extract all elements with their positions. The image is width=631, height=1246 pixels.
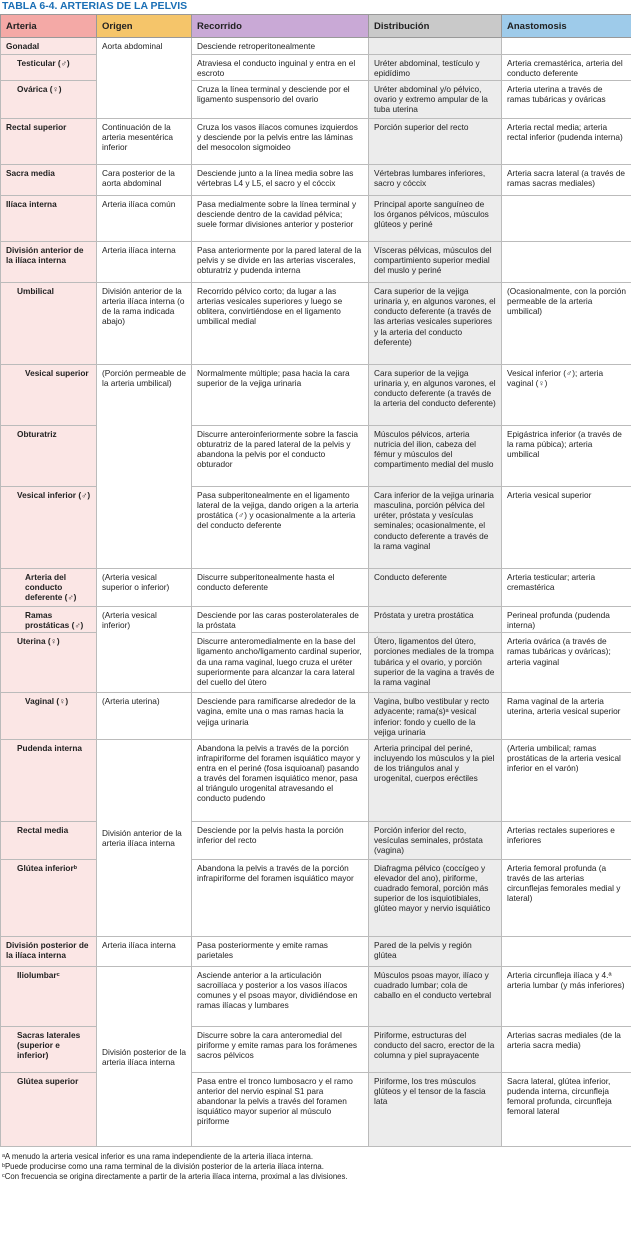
- cell-anastomosis: Perineal profunda (pudenda interna): [502, 607, 631, 633]
- cell-recorrido: Atraviesa el conducto inguinal y entra en el escroto: [192, 55, 369, 81]
- cell-distribucion: Piriforme, los tres músculos glúteos y el tensor de la fascia lata: [369, 1072, 502, 1146]
- cell-arteria: Rectal superior: [1, 119, 97, 165]
- cell-distribucion: Uréter abdominal, testículo y epidídimo: [369, 55, 502, 81]
- cell-anastomosis: [502, 196, 631, 242]
- header-row: [1, 15, 631, 38]
- cell-distribucion: Piriforme, estructuras del conducto del sacro, erector de la columna y piel suprayacente: [369, 1026, 502, 1072]
- cell-anastomosis: [502, 242, 631, 283]
- cell-arteria: Umbilical: [1, 283, 97, 365]
- table-row: [1, 119, 631, 165]
- cell-anastomosis: (Arteria umbilical; ramas prostáticas de la arteria vesical inferior en el varón): [502, 739, 631, 821]
- cell-recorrido: Discurre anteromedialmente en la base del ligamento ancho/ligamento cardinal superior, da una rama vaginal, luego cruza el uréter superiormente para alcanzar la cara lateral del cuello del útero: [192, 633, 369, 693]
- cell-anastomosis: Arteria sacra lateral (a través de ramas sacras mediales): [502, 165, 631, 196]
- table-row: [1, 38, 631, 55]
- header-anastomosis: Anastomosis: [502, 15, 631, 38]
- table-row: [1, 365, 631, 426]
- cell-recorrido: Desciende retroperitonealmente: [192, 38, 369, 55]
- cell-recorrido: Pasa posteriormente y emite ramas parietales: [192, 936, 369, 966]
- table-row: [1, 569, 631, 607]
- cell-arteria: Ilíaca interna: [1, 196, 97, 242]
- cell-distribucion: Músculos pélvicos, arteria nutricia del ilion, cabeza del fémur y músculos del compartimento medial del muslo: [369, 426, 502, 487]
- cell-recorrido: Abandona la pelvis a través de la porción infrapiriforme del foramen isquiático mayor y entra en el periné (fosa isquioanal) pasando a través del foramen isquiático menor, pasa al triángulo urogenital atravesando el conducto pudendo: [192, 739, 369, 821]
- table-row: [1, 196, 631, 242]
- cell-origen: Arteria ilíaca interna: [97, 936, 192, 966]
- cell-origen: División anterior de la arteria ilíaca interna: [97, 739, 192, 936]
- cell-arteria: Pudenda interna: [1, 739, 97, 821]
- cell-anastomosis: Arteria ovárica (a través de ramas tubáricas y ováricas); arteria vaginal: [502, 633, 631, 693]
- cell-distribucion: Vísceras pélvicas, músculos del compartimiento superior medial del muslo y periné: [369, 242, 502, 283]
- cell-arteria: Vaginal (♀): [1, 693, 97, 739]
- cell-distribucion: Porción inferior del recto, vesículas seminales, próstata (vagina): [369, 821, 502, 859]
- header-distribucion: Distribución: [369, 15, 502, 38]
- table-row: [1, 55, 631, 81]
- cell-arteria: Vesical inferior (♂): [1, 487, 97, 569]
- cell-arteria: Sacra media: [1, 165, 97, 196]
- header-arteria: Arteria: [1, 15, 97, 38]
- cell-recorrido: Pasa anteriormente por la pared lateral de la pelvis y se divide en las arterias viscerales, obturatriz y pudenda interna: [192, 242, 369, 283]
- cell-anastomosis: Arteria uterina a través de ramas tubáricas y ováricas: [502, 81, 631, 119]
- cell-anastomosis: Arteria testicular; arteria cremastérica: [502, 569, 631, 607]
- cell-arteria: Arteria del conducto deferente (♂): [1, 569, 97, 607]
- cell-arteria: Glútea inferiorᵇ: [1, 859, 97, 936]
- cell-distribucion: Músculos psoas mayor, ilíaco y cuadrado lumbar; cola de caballo en el conducto vertebral: [369, 966, 502, 1026]
- cell-origen: Arteria ilíaca común: [97, 196, 192, 242]
- footnote: ᵇPuede producirse como una rama terminal de la división posterior de la arteria ilíaca interna.: [2, 1161, 324, 1171]
- cell-arteria: Gonadal: [1, 38, 97, 55]
- cell-recorrido: Pasa medialmente sobre la línea terminal y desciende dentro de la cavidad pélvica; suele formar divisiones anterior y posterior: [192, 196, 369, 242]
- table-row: [1, 966, 631, 1026]
- cell-arteria: Testicular (♂): [1, 55, 97, 81]
- table-row: [1, 426, 631, 487]
- table-row: [1, 283, 631, 365]
- cell-recorrido: Recorrido pélvico corto; da lugar a las arterias vesicales superiores y luego se oblitera, convirtiéndose en el ligamento umbilical medial: [192, 283, 369, 365]
- cell-anastomosis: Sacra lateral, glútea inferior, pudenda interna, circunfleja femoral profunda, circunfleja femoral lateral: [502, 1072, 631, 1146]
- cell-arteria: Vesical superior: [1, 365, 97, 426]
- cell-recorrido: Desciende junto a la línea media sobre las vértebras L4 y L5, el sacro y el cóccix: [192, 165, 369, 196]
- cell-distribucion: Porción superior del recto: [369, 119, 502, 165]
- cell-anastomosis: [502, 38, 631, 55]
- cell-anastomosis: Arteria circunfleja ilíaca y 4.ª arteria lumbar (y más inferiores): [502, 966, 631, 1026]
- cell-origen: (Arteria vesical superior o inferior): [97, 569, 192, 607]
- header-origen: Origen: [97, 15, 192, 38]
- cell-origen: Arteria ilíaca interna: [97, 242, 192, 283]
- cell-recorrido: Discurre anteroinferiormente sobre la fascia obturatriz de la pared lateral de la pelvis y abandona la pelvis por el conducto obturador: [192, 426, 369, 487]
- cell-anastomosis: Rama vaginal de la arteria uterina, arteria vesical superior: [502, 693, 631, 739]
- table-row: [1, 739, 631, 821]
- table-row: [1, 633, 631, 693]
- cell-recorrido: Normalmente múltiple; pasa hacia la cara superior de la vejiga urinaria: [192, 365, 369, 426]
- table-row: [1, 821, 631, 859]
- cell-anastomosis: Vesical inferior (♂); arteria vaginal (♀): [502, 365, 631, 426]
- cell-recorrido: Cruza los vasos ilíacos comunes izquierdos y desciende por la pelvis entre las láminas del mesocolon sigmoideo: [192, 119, 369, 165]
- cell-distribucion: Vértebras lumbares inferiores, sacro y cóccix: [369, 165, 502, 196]
- cell-recorrido: Pasa entre el tronco lumbosacro y el ramo anterior del nervio espinal S1 para abandonar la pelvis a través del foramen isquiático mayor superior al músculo piriforme: [192, 1072, 369, 1146]
- cell-recorrido: Desciende por las caras posterolaterales de la próstata: [192, 607, 369, 633]
- table-row: [1, 936, 631, 966]
- cell-arteria: Iliolumbarᶜ: [1, 966, 97, 1026]
- table-row: [1, 607, 631, 633]
- cell-arteria: División posterior de la ilíaca interna: [1, 936, 97, 966]
- cell-origen: (Arteria vesical inferior): [97, 607, 192, 693]
- cell-origen: Cara posterior de la aorta abdominal: [97, 165, 192, 196]
- cell-anastomosis: Arteria vesical superior: [502, 487, 631, 569]
- cell-distribucion: Próstata y uretra prostática: [369, 607, 502, 633]
- cell-distribucion: Pared de la pelvis y región glútea: [369, 936, 502, 966]
- cell-recorrido: Discurre subperitonealmente hasta el conducto deferente: [192, 569, 369, 607]
- cell-anastomosis: (Ocasionalmente, con la porción permeable de la arteria umbilical): [502, 283, 631, 365]
- cell-arteria: Uterina (♀): [1, 633, 97, 693]
- cell-origen: Aorta abdominal: [97, 38, 192, 119]
- cell-distribucion: Uréter abdominal y/o pélvico, ovario y extremo ampular de la tuba uterina: [369, 81, 502, 119]
- arteries-table: [0, 14, 631, 1147]
- cell-anastomosis: Arteria cremastérica, arteria del conducto deferente: [502, 55, 631, 81]
- cell-distribucion: Cara superior de la vejiga urinaria y, en algunos varones, el conducto deferente (a través de las arterias vesicales superiores y la arteria del conducto deferente): [369, 283, 502, 365]
- cell-anastomosis: Epigástrica inferior (a través de la rama púbica); arteria umbilical: [502, 426, 631, 487]
- cell-origen: Continuación de la arteria mesentérica inferior: [97, 119, 192, 165]
- table-row: [1, 859, 631, 936]
- cell-anastomosis: Arterias rectales superiores e inferiores: [502, 821, 631, 859]
- footnote: ᵃA menudo la arteria vesical inferior es una rama independiente de la arteria ilíaca interna.: [2, 1151, 314, 1161]
- cell-recorrido: Asciende anterior a la articulación sacroilíaca y posterior a los vasos ilíacos comunes y el psoas mayor, dividiéndose en ramas ilíacas y lumbares: [192, 966, 369, 1026]
- cell-distribucion: Cara inferior de la vejiga urinaria masculina, porción pélvica del uréter, próstata y vesículas seminales; ocasionalmente, el conducto deferente a través de la rama vaginal: [369, 487, 502, 569]
- cell-arteria: Ovárica (♀): [1, 81, 97, 119]
- table-row: [1, 1026, 631, 1072]
- cell-distribucion: Vagina, bulbo vestibular y recto adyacente; rama(s)ᵃ vesical inferior: fondo y cuello de la vejiga urinaria: [369, 693, 502, 739]
- cell-distribucion: Diafragma pélvico (coccígeo y elevador del ano), piriforme, cuadrado femoral, porción más superior de los isquiotibiales, glúteo mayor y nervio isquiático: [369, 859, 502, 936]
- table-row: [1, 242, 631, 283]
- table-row: [1, 165, 631, 196]
- cell-recorrido: Abandona la pelvis a través de la porción infrapiriforme del foramen isquiático mayor: [192, 859, 369, 936]
- table-row: [1, 487, 631, 569]
- cell-anastomosis: Arteria femoral profunda (a través de las arterias circunflejas femorales medial y lateral): [502, 859, 631, 936]
- cell-recorrido: Desciende por la pelvis hasta la porción inferior del recto: [192, 821, 369, 859]
- table-title: TABLA 6-4. ARTERIAS DE LA PELVIS: [2, 0, 188, 12]
- cell-recorrido: Pasa subperitonealmente en el ligamento lateral de la vejiga, dando origen a la arteria prostática (♂) y ocasionalmente a la arteria del conducto deferente: [192, 487, 369, 569]
- cell-arteria: Rectal media: [1, 821, 97, 859]
- cell-origen: (Arteria uterina): [97, 693, 192, 739]
- cell-origen: División posterior de la arteria ilíaca interna: [97, 966, 192, 1146]
- cell-recorrido: Cruza la línea terminal y desciende por el ligamento suspensorio del ovario: [192, 81, 369, 119]
- footnotes: [0, 1147, 631, 1182]
- cell-recorrido: Desciende para ramificarse alrededor de la vagina, emite una o mas ramas hacia la vejiga urinaria: [192, 693, 369, 739]
- table-row: [1, 1072, 631, 1146]
- header-recorrido: Recorrido: [192, 15, 369, 38]
- cell-distribucion: Cara superior de la vejiga urinaria y, en algunos varones, el conducto deferente (a través de la arteria del conducto deferente): [369, 365, 502, 426]
- cell-arteria: Obturatriz: [1, 426, 97, 487]
- table-row: [1, 693, 631, 739]
- table-row: [1, 81, 631, 119]
- cell-arteria: División anterior de la ilíaca interna: [1, 242, 97, 283]
- cell-distribucion: Conducto deferente: [369, 569, 502, 607]
- cell-arteria: Ramas prostáticas (♂): [1, 607, 97, 633]
- cell-anastomosis: [502, 936, 631, 966]
- cell-distribucion: [369, 38, 502, 55]
- cell-anastomosis: Arterias sacras mediales (de la arteria sacra media): [502, 1026, 631, 1072]
- cell-arteria: Glútea superior: [1, 1072, 97, 1146]
- cell-distribucion: Principal aporte sanguíneo de los órganos pélvicos, músculos glúteos y periné: [369, 196, 502, 242]
- cell-distribucion: Arteria principal del periné, incluyendo los músculos y la piel de los triángulos anal y urogenital, cuerpos eréctiles: [369, 739, 502, 821]
- cell-recorrido: Discurre sobre la cara anteromedial del piriforme y emite ramas para los forámenes sacros pélvicos: [192, 1026, 369, 1072]
- cell-arteria: Sacras laterales (superior e inferior): [1, 1026, 97, 1072]
- cell-distribucion: Útero, ligamentos del útero, porciones mediales de la trompa tubárica y el ovario, y porción superior de la vagina a través de la rama vaginal: [369, 633, 502, 693]
- footnote: ᶜCon frecuencia se origina directamente a partir de la arteria ilíaca interna, proximal a las divisiones.: [2, 1171, 348, 1181]
- cell-anastomosis: Arteria rectal media; arteria rectal inferior (pudenda interna): [502, 119, 631, 165]
- cell-origen: División anterior de la arteria ilíaca interna (o de la rama indicada abajo): [97, 283, 192, 365]
- cell-origen: (Porción permeable de la arteria umbilical): [97, 365, 192, 569]
